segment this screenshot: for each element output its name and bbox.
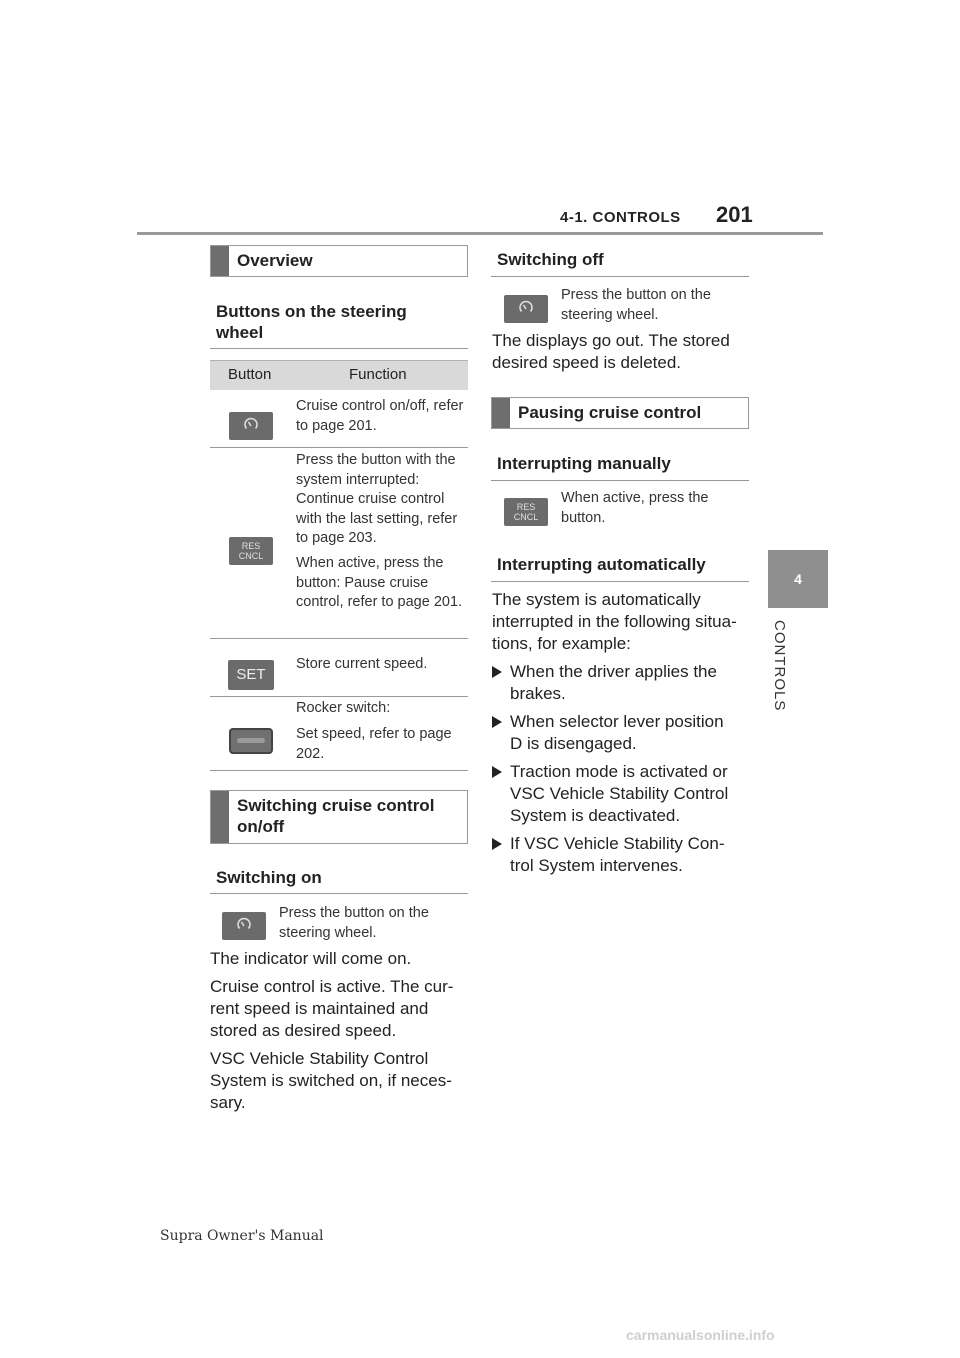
manual-heading-text: Interrupting manually	[497, 454, 671, 473]
switching-on-instruction: Press the button on the steering wheel.	[279, 905, 429, 941]
res-cncl-button	[229, 537, 273, 565]
rocker-switch-icon	[229, 728, 273, 754]
watermark: carmanualsonline.info	[626, 1327, 775, 1343]
bullet-triangle-icon	[492, 666, 502, 678]
auto-para-l2: interrupted in the following situa-	[492, 612, 737, 631]
page-number: 201	[716, 202, 753, 227]
row2-function-p1: Press the button with the system interrupted: Continue cruise control with the last setting, refer to page 203.	[296, 452, 458, 546]
row4-function-p2: Set speed, refer to page 202.	[296, 726, 452, 762]
paragraph-vsc-l1: VSC Vehicle Stability Control	[210, 1049, 429, 1068]
auto-para-l3: tions, for example:	[492, 634, 631, 653]
switching-on-heading	[210, 863, 468, 894]
paragraph-indicator: The indicator will come on.	[210, 949, 412, 968]
cncl-label: CNCL	[513, 512, 539, 522]
switching-off-instruction: Press the button on the steering wheel.	[561, 287, 711, 323]
switching-heading	[210, 790, 468, 844]
switching-off-heading-text: Switching off	[497, 250, 604, 269]
cncl-label: CNCL	[238, 551, 264, 561]
cruise-icon	[222, 912, 266, 940]
row1-function: Cruise control on/off, refer to page 201.	[296, 398, 464, 434]
list-item	[492, 661, 752, 705]
bullet-triangle-icon	[492, 838, 502, 850]
paragraph-vsc-l3: sary.	[210, 1093, 246, 1112]
heading-bar	[211, 791, 229, 843]
auto-heading	[491, 550, 749, 582]
list-item-line: When selector lever position	[510, 712, 724, 731]
row4-function-p1: Rocker switch:	[296, 700, 391, 716]
list-item	[492, 761, 752, 827]
list-item-line: VSC Vehicle Stability Control	[510, 784, 729, 803]
list-item-line: When the driver applies the	[510, 662, 717, 681]
table-header	[210, 360, 468, 390]
chapter-label	[760, 620, 800, 740]
row-divider	[210, 696, 468, 697]
bullet-triangle-icon	[492, 766, 502, 778]
buttons-heading-text: Buttons on the steering wheel	[216, 302, 407, 342]
set-button: SET	[228, 660, 274, 690]
list-item	[492, 711, 752, 755]
cruise-control-button	[504, 295, 548, 323]
paragraph-vsc-l2: System is switched on, if neces-	[210, 1071, 452, 1090]
row-divider	[210, 447, 468, 448]
manual-heading	[491, 449, 749, 481]
list-item	[492, 833, 752, 877]
footer-manual-title: Supra Owner's Manual	[160, 1228, 324, 1244]
section-title: 4-1. CONTROLS	[560, 209, 681, 226]
chapter-tab: 4	[768, 550, 828, 608]
list-item-line: D is disengaged.	[510, 734, 637, 753]
cruise-control-button	[229, 412, 273, 440]
paragraph-active-l2: rent speed is maintained and	[210, 999, 429, 1018]
switching-on-heading-text: Switching on	[216, 868, 322, 887]
heading-bar	[211, 246, 229, 276]
paragraph-displays-l2: desired speed is deleted.	[492, 353, 682, 372]
paragraph-active-l1: Cruise control is active. The cur-	[210, 977, 454, 996]
switching-heading-text: Switching cruise control on/off	[237, 796, 435, 836]
res-label: RES	[516, 502, 536, 512]
buttons-heading	[210, 297, 468, 349]
pausing-heading	[491, 397, 749, 429]
list-item-line: brakes.	[510, 684, 566, 703]
cruise-icon	[229, 412, 273, 440]
overview-heading-text: Overview	[237, 251, 313, 270]
row3-function: Store current speed.	[296, 656, 428, 672]
cruise-icon	[504, 295, 548, 323]
header-rule	[137, 232, 823, 235]
paragraph-active-l3: stored as desired speed.	[210, 1021, 397, 1040]
heading-bar	[492, 398, 510, 428]
bullet-triangle-icon	[492, 716, 502, 728]
row2-function-p2: When active, press the button: Pause cruise control, refer to page 201.	[296, 555, 463, 610]
manual-instruction: When active, press the button.	[561, 490, 709, 526]
pausing-heading-text: Pausing cruise control	[518, 403, 702, 422]
list-item-line: System is deactivated.	[510, 806, 681, 825]
row-divider	[210, 638, 468, 639]
res-label: RES	[241, 541, 261, 551]
auto-heading-text: Interrupting automatically	[497, 555, 706, 574]
list-item-line: If VSC Vehicle Stability Con-	[510, 834, 725, 853]
paragraph-displays-l1: The displays go out. The stored	[492, 331, 730, 350]
table-bottom-rule	[210, 770, 468, 771]
auto-para-l1: The system is automatically	[492, 590, 701, 609]
col-function-header: Function	[349, 366, 407, 383]
list-item-line: trol System intervenes.	[510, 856, 683, 875]
switching-off-heading	[491, 245, 749, 277]
list-item-line: Traction mode is activated or	[510, 762, 728, 781]
col-button-header: Button	[228, 366, 272, 383]
overview-heading	[210, 245, 468, 277]
res-cncl-button	[504, 498, 548, 526]
cruise-control-button	[222, 912, 266, 940]
chapter-label-text: CONTROLS	[771, 620, 788, 712]
